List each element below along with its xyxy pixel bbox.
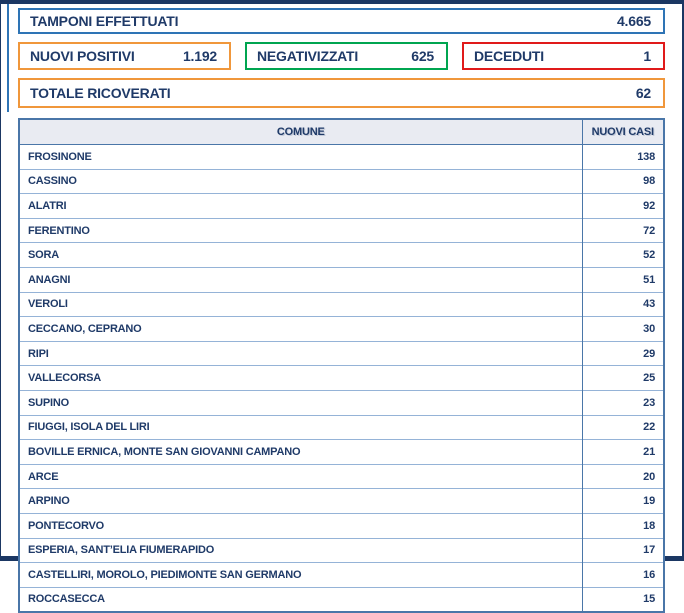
- comune-cell: ARPINO: [19, 489, 582, 514]
- comune-cell: VEROLI: [19, 292, 582, 317]
- table-row: [19, 563, 664, 588]
- nuovi-positivi-label: NUOVI POSITIVI: [30, 48, 135, 64]
- comune-cell: CECCANO, CEPRANO: [19, 317, 582, 342]
- left-accent-line: [7, 4, 9, 112]
- comune-cell: BOVILLE ERNICA, MONTE SAN GIOVANNI CAMPANO: [19, 440, 582, 465]
- nuovi-casi-cell: 92: [582, 194, 664, 219]
- nuovi-casi-column-header: NUOVI CASI: [582, 119, 664, 145]
- comune-cell: SUPINO: [19, 390, 582, 415]
- nuovi-casi-cell: 18: [582, 513, 664, 538]
- deceduti-label: DECEDUTI: [474, 48, 544, 64]
- nuovi-casi-cell: 21: [582, 440, 664, 465]
- nuovi-casi-cell: 20: [582, 464, 664, 489]
- nuovi-casi-cell: 51: [582, 267, 664, 292]
- nuovi-casi-cell: 17: [582, 538, 664, 563]
- frame-top-edge: [0, 0, 684, 4]
- bulletin-content: [18, 8, 665, 613]
- nuovi-casi-cell: 138: [582, 145, 664, 170]
- comuni-table: [18, 118, 665, 613]
- negativizzati-label: NEGATIVIZZATI: [257, 48, 359, 64]
- nuovi-casi-cell: 19: [582, 489, 664, 514]
- comune-cell: FERENTINO: [19, 218, 582, 243]
- table-row: [19, 464, 664, 489]
- table-row: [19, 169, 664, 194]
- comune-cell: SORA: [19, 243, 582, 268]
- comune-cell: FROSINONE: [19, 145, 582, 170]
- table-row: [19, 513, 664, 538]
- table-row: [19, 390, 664, 415]
- table-row: [19, 317, 664, 342]
- tamponi-effettuati-label: TAMPONI EFFETTUATI: [30, 13, 179, 29]
- totale-ricoverati-label: TOTALE RICOVERATI: [30, 85, 171, 101]
- nuovi-casi-cell: 16: [582, 563, 664, 588]
- nuovi-casi-cell: 98: [582, 169, 664, 194]
- table-header-row: [19, 119, 664, 145]
- nuovi-positivi-box: [18, 42, 231, 70]
- table-row: [19, 415, 664, 440]
- comune-column-header: COMUNE: [19, 119, 582, 145]
- table-row: [19, 292, 664, 317]
- nuovi-casi-cell: 15: [582, 587, 664, 612]
- nuovi-casi-cell: 52: [582, 243, 664, 268]
- totale-ricoverati-value: 62: [635, 85, 651, 101]
- summary-row: [18, 42, 665, 70]
- nuovi-positivi-value: 1.192: [182, 48, 217, 64]
- comune-cell: ANAGNI: [19, 267, 582, 292]
- negativizzati-value: 625: [411, 48, 434, 64]
- nuovi-casi-cell: 22: [582, 415, 664, 440]
- nuovi-casi-cell: 43: [582, 292, 664, 317]
- comune-cell: VALLECORSA: [19, 366, 582, 391]
- nuovi-casi-cell: 30: [582, 317, 664, 342]
- deceduti-value: 1: [643, 48, 651, 64]
- table-row: [19, 243, 664, 268]
- comune-cell: CASSINO: [19, 169, 582, 194]
- tamponi-effettuati-value: 4.665: [616, 13, 651, 29]
- comune-cell: PONTECORVO: [19, 513, 582, 538]
- table-body: [19, 145, 664, 613]
- table-row: [19, 587, 664, 612]
- table-row: [19, 145, 664, 170]
- totale-ricoverati-box: [18, 78, 665, 108]
- comune-cell: CASTELLIRI, MOROLO, PIEDIMONTE SAN GERMANO: [19, 563, 582, 588]
- table-row: [19, 341, 664, 366]
- deceduti-box: [462, 42, 665, 70]
- nuovi-casi-cell: 29: [582, 341, 664, 366]
- table-row: [19, 366, 664, 391]
- table-row: [19, 489, 664, 514]
- comune-cell: ARCE: [19, 464, 582, 489]
- table-row: [19, 194, 664, 219]
- table-row: [19, 440, 664, 465]
- comune-cell: ESPERIA, SANT’ELIA FIUMERAPIDO: [19, 538, 582, 563]
- nuovi-casi-cell: 25: [582, 366, 664, 391]
- comune-cell: ALATRI: [19, 194, 582, 219]
- comune-cell: ROCCASECCA: [19, 587, 582, 612]
- negativizzati-box: [245, 42, 448, 70]
- table-row: [19, 538, 664, 563]
- frame-left-edge: [0, 0, 1, 561]
- table-row: [19, 218, 664, 243]
- nuovi-casi-cell: 72: [582, 218, 664, 243]
- comune-cell: FIUGGI, ISOLA DEL LIRI: [19, 415, 582, 440]
- comune-cell: RIPI: [19, 341, 582, 366]
- tamponi-effettuati-box: [18, 8, 665, 34]
- nuovi-casi-cell: 23: [582, 390, 664, 415]
- table-row: [19, 267, 664, 292]
